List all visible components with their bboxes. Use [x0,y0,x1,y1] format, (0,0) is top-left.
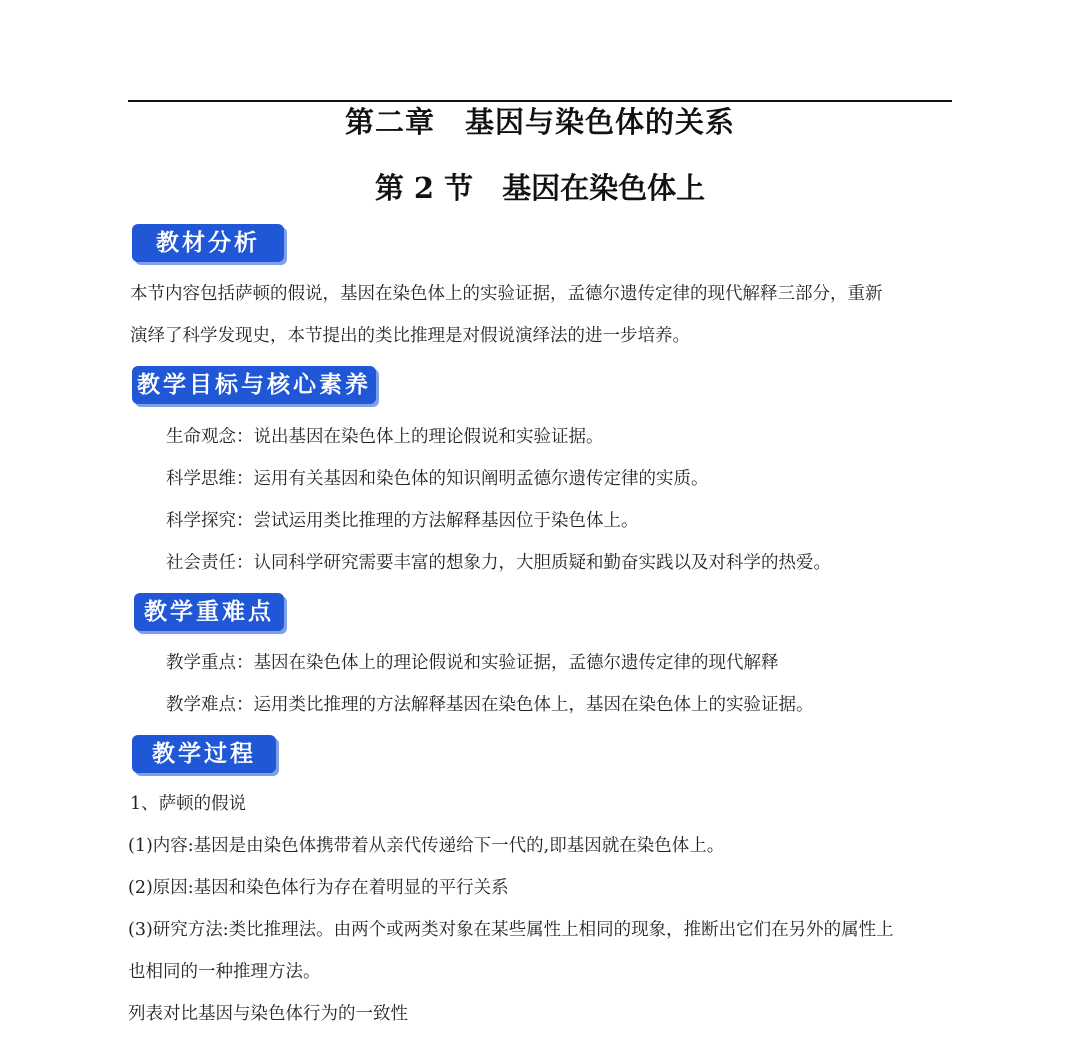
analysis-line-2: 演绎了科学发现史，本节提出的类比推理是对假说演绎法的进一步培养。 [130,326,690,346]
chapter-title: 第二章 基因与染色体的关系 [344,105,735,139]
badge-process: 教学过程 [132,735,276,773]
objective-item: 生命观念：说出基因在染色体上的理论假说和实验证据。 [166,427,604,447]
objective-item: 科学探究：尝试运用类比推理的方法解释基因位于染色体上。 [166,511,639,531]
process-heading: 1、萨顿的假说 [130,794,247,814]
table-intro: 列表对比基因与染色体行为的一致性 [128,1004,408,1024]
process-item-continued: 也相同的一种推理方法。 [128,962,321,982]
badge-objectives: 教学目标与核心素养 [132,366,376,404]
badge-textbook-analysis: 教材分析 [132,224,284,262]
process-item: (2)原因:基因和染色体行为存在着明显的平行关系 [128,878,509,898]
key-point-item: 教学重点：基因在染色体上的理论假说和实验证据，孟德尔遗传定律的现代解释 [166,653,779,673]
process-item: (3)研究方法:类比推理法。由两个或两类对象在某些属性上相同的现象，推断出它们在另外的属性上 [128,920,894,940]
objective-item: 科学思维：运用有关基因和染色体的知识阐明孟德尔遗传定律的实质。 [166,469,709,489]
badge-key-points: 教学重难点 [134,593,284,631]
analysis-line-1: 本节内容包括萨顿的假说，基因在染色体上的实验证据，孟德尔遗传定律的现代解释三部分，重新 [130,284,883,304]
process-item: (1)内容:基因是由染色体携带着从亲代传递给下一代的,即基因就在染色体上。 [128,836,725,856]
section-title: 第 2 节 基因在染色体上 [374,171,706,205]
key-point-item: 教学难点：运用类比推理的方法解释基因在染色体上，基因在染色体上的实验证据。 [166,695,814,715]
objective-item: 社会责任：认同科学研究需要丰富的想象力，大胆质疑和勤奋实践以及对科学的热爱。 [166,553,831,573]
